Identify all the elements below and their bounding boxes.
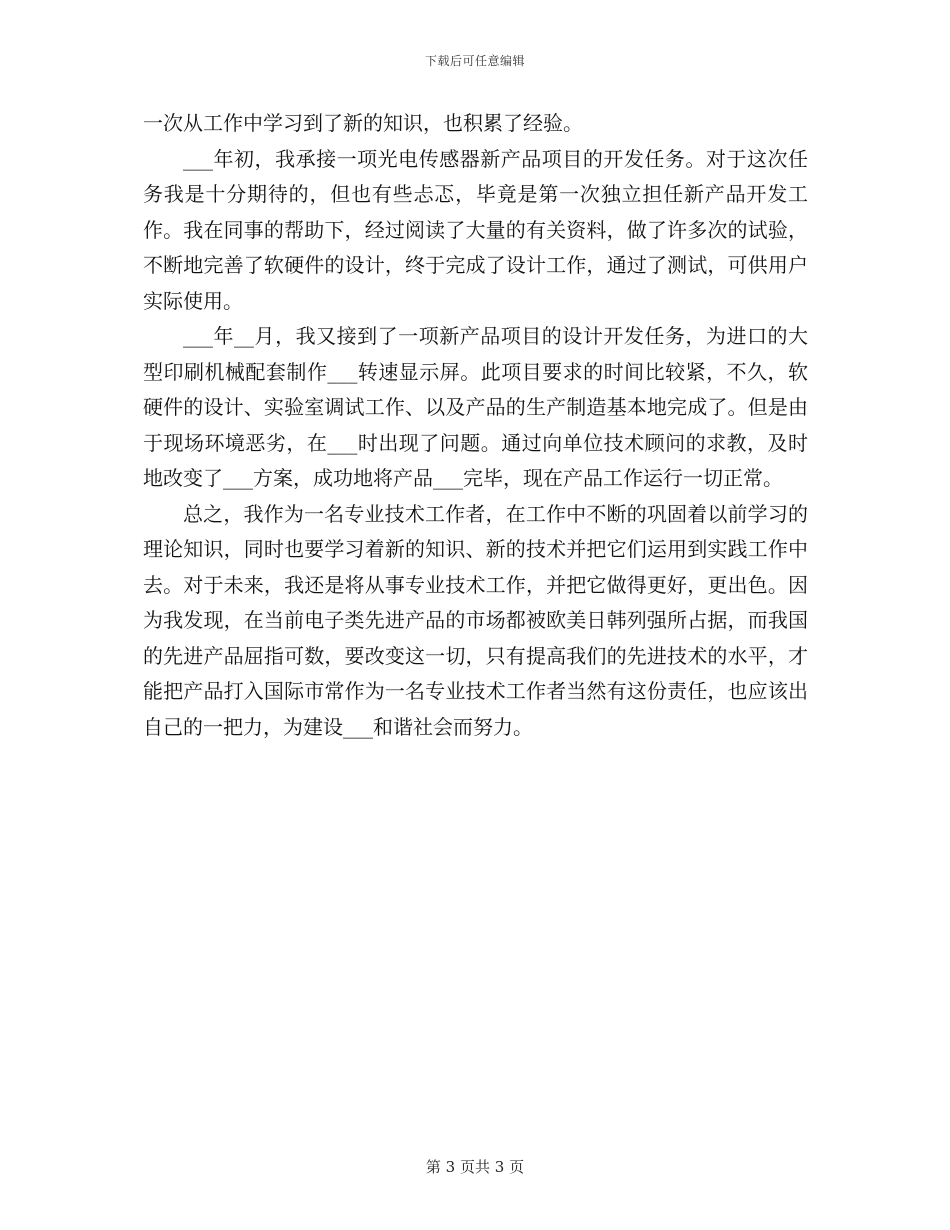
paragraph-continuation: 一次从工作中学习到了新的知识，也积累了经验。 bbox=[143, 111, 583, 135]
document-body bbox=[143, 106, 808, 745]
page-header: 下载后可任意编辑 bbox=[424, 54, 525, 68]
paragraph-sensor-project: ___年初，我承接一项光电传感器新产品项目的开发任务。对于这次任务我是十分期待的，但也有些忐忑，毕竟是第一次独立担任新产品开发工作。我在同事的帮助下，经过阅读了大量的有关资料，做了许多次的试验，不断地完善了软硬件的设计，终于完成了设计工作，通过了测试，可供用户实际使用。 bbox=[143, 146, 808, 313]
paragraph-display-project: ___年__月，我又接到了一项新产品项目的设计开发任务，为进口的大型印刷机械配套制作___转速显示屏。此项目要求的时间比较紧，不久，软硬件的设计、实验室调试工作、以及产品的生产制造基本地完成了。但是由于现场环境恶劣，在___时出现了问题。通过向单位技术顾问的求教，及时地改变了___方案，成功地将产品___完毕，现在产品工作运行一切正常。 bbox=[143, 324, 808, 490]
paragraph-summary: 总之，我作为一名专业技术工作者，在工作中不断的巩固着以前学习的理论知识，同时也要学习着新的知识、新的技术并把它们运用到实践工作中去。对于未来，我还是将从事专业技术工作，并把它做得更好，更出色。因为我发现，在当前电子类先进产品的市场都被欧美日韩列强所占据，而我国的先进产品屈指可数，要改变这一切，只有提高我们的先进技术的水平，才能把产品打入国际市常作为一名专业技术工作者当然有这份责任，也应该出自己的一把力，为建设___和谐社会而努力。 bbox=[143, 501, 808, 739]
page-footer: 第 3 页共 3 页 bbox=[425, 1158, 525, 1176]
